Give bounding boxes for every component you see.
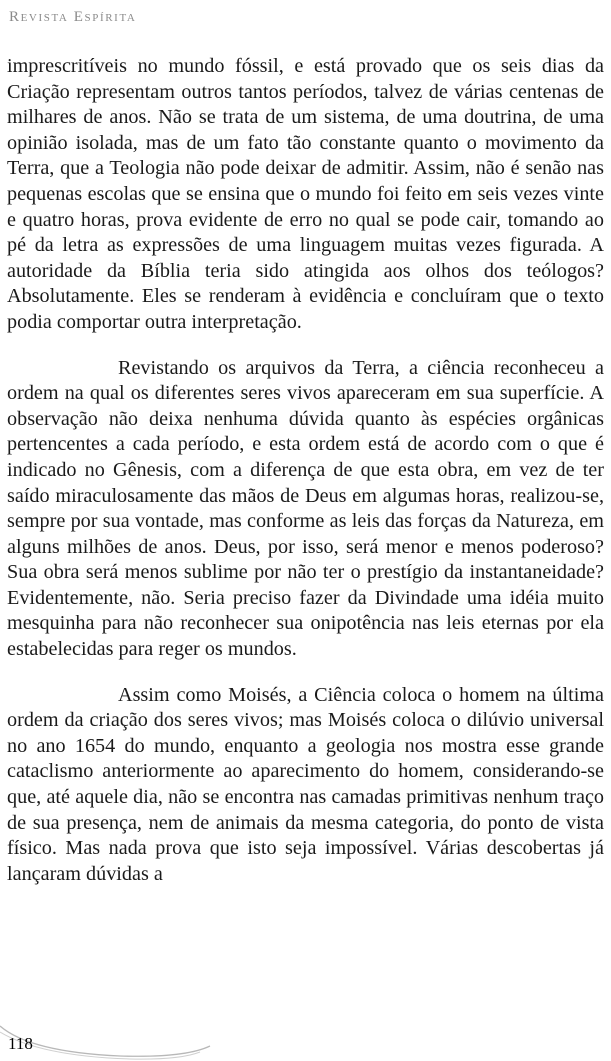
swoosh-decoration-icon	[0, 1022, 300, 1061]
page-number: 118	[8, 1034, 33, 1053]
paragraph: Revistando os arquivos da Terra, a ciência reconheceu a ordem na qual os diferentes seres vivos apareceram em sua superfície. A observação não deixa nenhuma dúvida quanto às espécies orgânicas pertencentes a cada período, e esta ordem está de acordo com o que é indicado no Gênesis, com a diferença de que esta obra, em vez de ter saído miraculosamente das mãos de Deus em algumas horas, realizou-se, sempre por sua vontade, mas conforme as leis das forças da Natureza, em alguns milhões de anos. Deus, por isso, será menor e menos poderoso? Sua obra será menos sublime por não ter o prestígio da instantaneidade? Evidentemente, não. Seria preciso fazer da Divindade uma idéia muito mesquinha para não reconhecer sua onipotência nas leis eternas por ela estabelecidas para reger os mundos.	[7, 356, 604, 661]
paragraph: Assim como Moisés, a Ciência coloca o homem na última ordem da criação dos seres vivos; mas Moisés coloca o dilúvio universal no ano 1654 do mundo, enquanto a geologia nos mostra esse grande cataclismo anteriormente ao aparecimento do homem, considerando-se que, até aquele dia, não se encontra nas camadas primitivas nenhum traço de sua presença, nem de animais da mesma categoria, do ponto de vista físico. Mas nada prova que isto seja impossível. Várias descobertas já lançaram dúvidas a	[7, 683, 604, 885]
body-text	[7, 54, 604, 907]
running-header: Revista Espírita	[9, 9, 137, 25]
paragraph: imprescritíveis no mundo fóssil, e está provado que os seis dias da Criação representam outros tantos períodos, talvez de várias centenas de milhares de anos. Não se trata de um sistema, de uma doutrina, de uma opinião isolada, mas de um fato tão constante quanto o movimento da Terra, que a Teologia não pode deixar de admitir. Assim, não é senão nas pequenas escolas que se ensina que o mundo foi feito em seis vezes vinte e quatro horas, prova evidente de erro no qual se pode cair, tomando ao pé da letra as expressões de uma linguagem muitas vezes figurada. A autoridade da Bíblia teria sido atingida aos olhos dos teólogos? Absolutamente. Eles se renderam à evidência e concluíram que o texto podia comportar outra interpretação.	[7, 55, 604, 333]
page-footer	[0, 1022, 300, 1061]
